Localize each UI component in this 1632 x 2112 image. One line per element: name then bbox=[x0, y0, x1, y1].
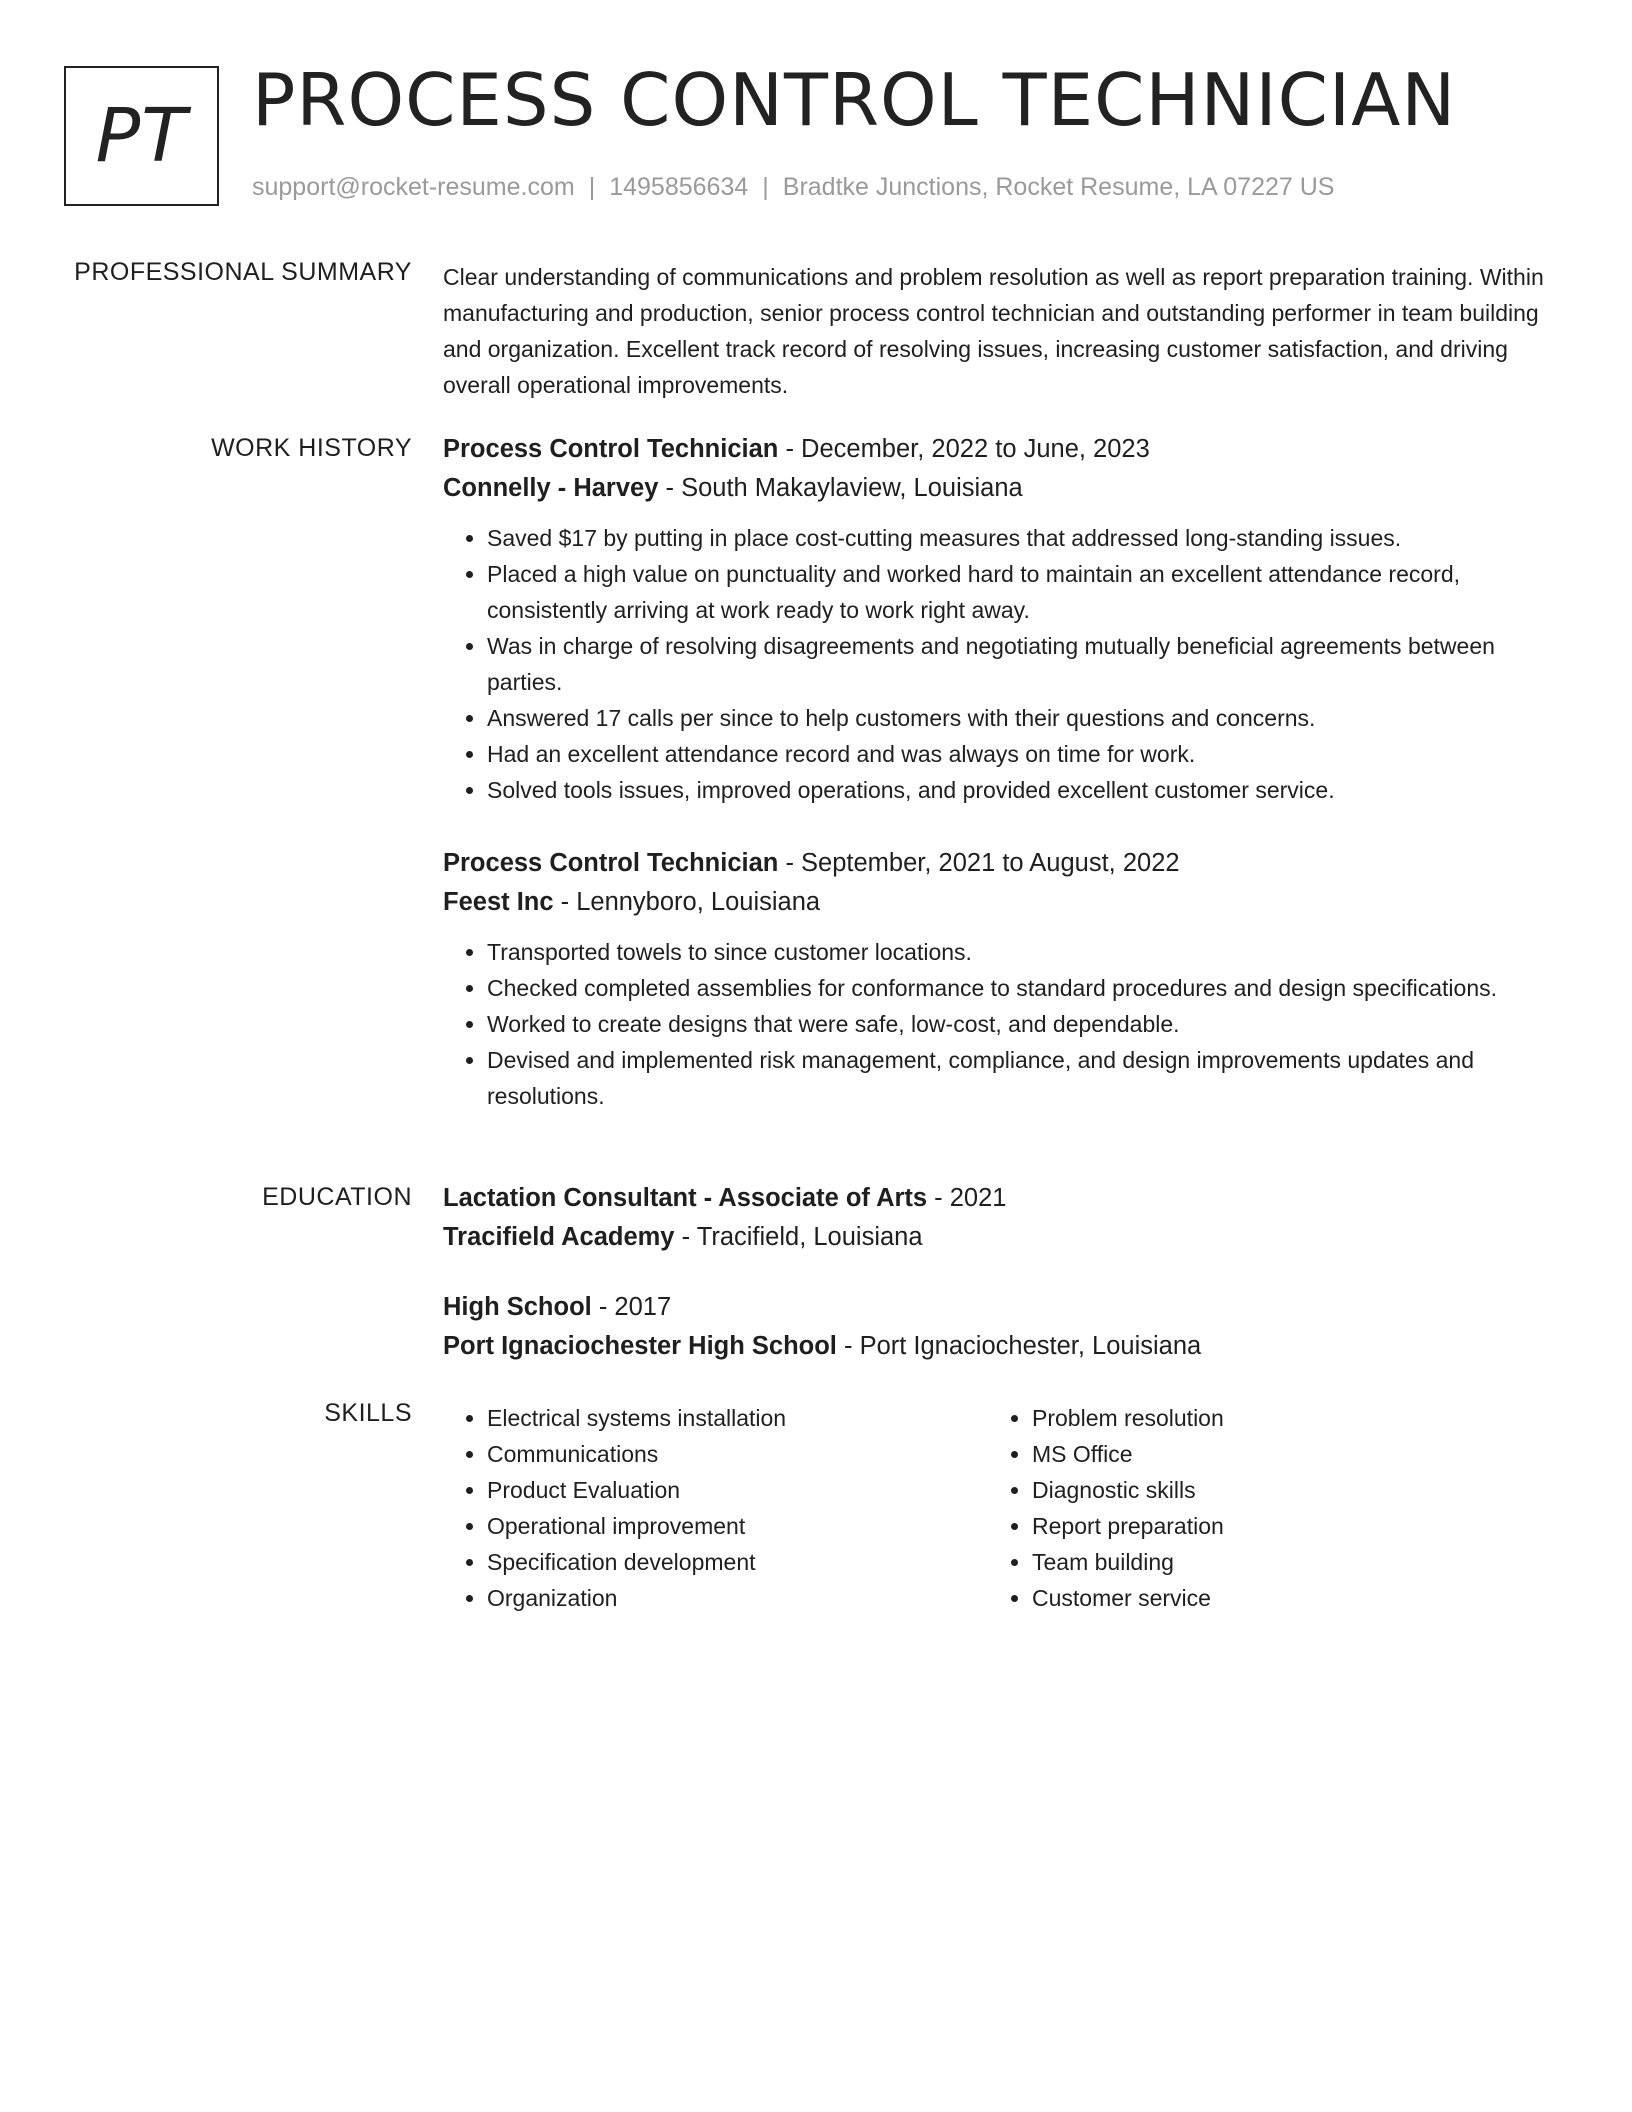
education-entry bbox=[443, 1288, 1548, 1366]
contact-separator: | bbox=[588, 173, 596, 201]
education-year: - 2021 bbox=[927, 1184, 1007, 1212]
education-degree-line bbox=[443, 1288, 1548, 1327]
job-bullets bbox=[443, 934, 1548, 1114]
skills-grid bbox=[443, 1400, 1548, 1616]
education-school: Tracifield Academy bbox=[443, 1223, 675, 1251]
skill-item: • MS Office bbox=[1032, 1436, 1548, 1472]
education-school: Port Ignaciochester High School bbox=[443, 1332, 837, 1360]
monogram-initials: PT bbox=[95, 93, 188, 179]
job-bullet: • Was in charge of resolving disagreements and negotiating mutually beneficial agreements between parties. bbox=[487, 628, 1548, 700]
section-title-education: EDUCATION bbox=[262, 1183, 412, 1211]
education-location: - Tracifield, Louisiana bbox=[674, 1223, 923, 1251]
skill-item: • Product Evaluation bbox=[487, 1472, 943, 1508]
skills-list-left bbox=[443, 1400, 943, 1616]
job-title-line bbox=[443, 844, 1548, 883]
skill-item: • Diagnostic skills bbox=[1032, 1472, 1548, 1508]
job-bullet: • Transported towels to since customer locations. bbox=[487, 934, 1548, 970]
skill-item: • Report preparation bbox=[1032, 1508, 1548, 1544]
contact-line bbox=[252, 173, 1334, 202]
section-title-summary: PROFESSIONAL SUMMARY bbox=[74, 258, 412, 286]
job-bullet: • Answered 17 calls per since to help customers with their questions and concerns. bbox=[487, 700, 1548, 736]
job-bullets bbox=[443, 520, 1548, 808]
education-degree-line bbox=[443, 1179, 1548, 1218]
contact-separator: | bbox=[762, 173, 769, 201]
contact-phone: 1495856634 bbox=[609, 173, 749, 201]
job-company-line bbox=[443, 883, 1548, 922]
job-location: - South Makaylaview, Louisiana bbox=[658, 474, 1023, 502]
job-location: - Lennyboro, Louisiana bbox=[553, 888, 821, 916]
section-title-skills: SKILLS bbox=[324, 1399, 412, 1427]
job-bullet: • Worked to create designs that were safe, low-cost, and dependable. bbox=[487, 1006, 1548, 1042]
job-company: Connelly - Harvey bbox=[443, 474, 659, 502]
education-location: - Port Ignaciochester, Louisiana bbox=[836, 1332, 1202, 1360]
monogram-box bbox=[64, 66, 219, 206]
skill-item: • Specification development bbox=[487, 1544, 943, 1580]
education-school-line bbox=[443, 1218, 1548, 1257]
contact-address: Bradtke Junctions, Rocket Resume, LA 07227 US bbox=[782, 173, 1335, 201]
skill-item: • Communications bbox=[487, 1436, 943, 1472]
job-entry bbox=[443, 430, 1548, 808]
job-company-line bbox=[443, 469, 1548, 508]
job-bullet: • Placed a high value on punctuality and worked hard to maintain an excellent attendance record, consistently arriving at work ready to work right away. bbox=[487, 556, 1548, 628]
job-bullet: • Checked completed assemblies for conformance to standard procedures and design specifications. bbox=[487, 970, 1548, 1006]
job-company: Feest Inc bbox=[443, 888, 554, 916]
job-title-line bbox=[443, 430, 1548, 469]
job-bullet: • Devised and implemented risk management, compliance, and design improvements updates and resolutions. bbox=[487, 1042, 1548, 1114]
job-entry bbox=[443, 844, 1548, 1114]
skill-item: • Operational improvement bbox=[487, 1508, 943, 1544]
job-role: Process Control Technician bbox=[443, 435, 779, 463]
education-school-line bbox=[443, 1327, 1548, 1366]
job-bullet: • Saved $17 by putting in place cost-cutting measures that addressed long-standing issues. bbox=[487, 520, 1548, 556]
education-year: - 2017 bbox=[591, 1293, 672, 1321]
job-dates: - December, 2022 to June, 2023 bbox=[778, 435, 1150, 463]
education-degree: Lactation Consultant - Associate of Arts bbox=[443, 1184, 928, 1212]
skill-item: • Problem resolution bbox=[1032, 1400, 1548, 1436]
education-entry bbox=[443, 1179, 1548, 1257]
contact-email: support@rocket-resume.com bbox=[252, 173, 575, 201]
job-bullet: • Solved tools issues, improved operations, and provided excellent customer service. bbox=[487, 772, 1548, 808]
resume-title: PROCESS CONTROL TECHNICIAN bbox=[252, 58, 1457, 142]
skill-item: • Customer service bbox=[1032, 1580, 1548, 1616]
skill-item: • Team building bbox=[1032, 1544, 1548, 1580]
job-role: Process Control Technician bbox=[443, 849, 779, 877]
skill-item: • Organization bbox=[487, 1580, 943, 1616]
job-dates: - September, 2021 to August, 2022 bbox=[778, 849, 1180, 877]
education-degree: High School bbox=[443, 1293, 592, 1321]
skills-list-right bbox=[988, 1400, 1548, 1616]
skill-item: • Electrical systems installation bbox=[487, 1400, 943, 1436]
section-title-work-history: WORK HISTORY bbox=[211, 434, 412, 462]
summary-text: Clear understanding of communications and problem resolution as well as report preparation training. Within manufacturing and production, senior process control technician and outstanding performer in team building and organization. Excellent track record of resolving issues, increasing customer satisfaction, and driving overall operational improvements. bbox=[443, 264, 1544, 398]
job-bullet: • Had an excellent attendance record and was always on time for work. bbox=[487, 736, 1548, 772]
